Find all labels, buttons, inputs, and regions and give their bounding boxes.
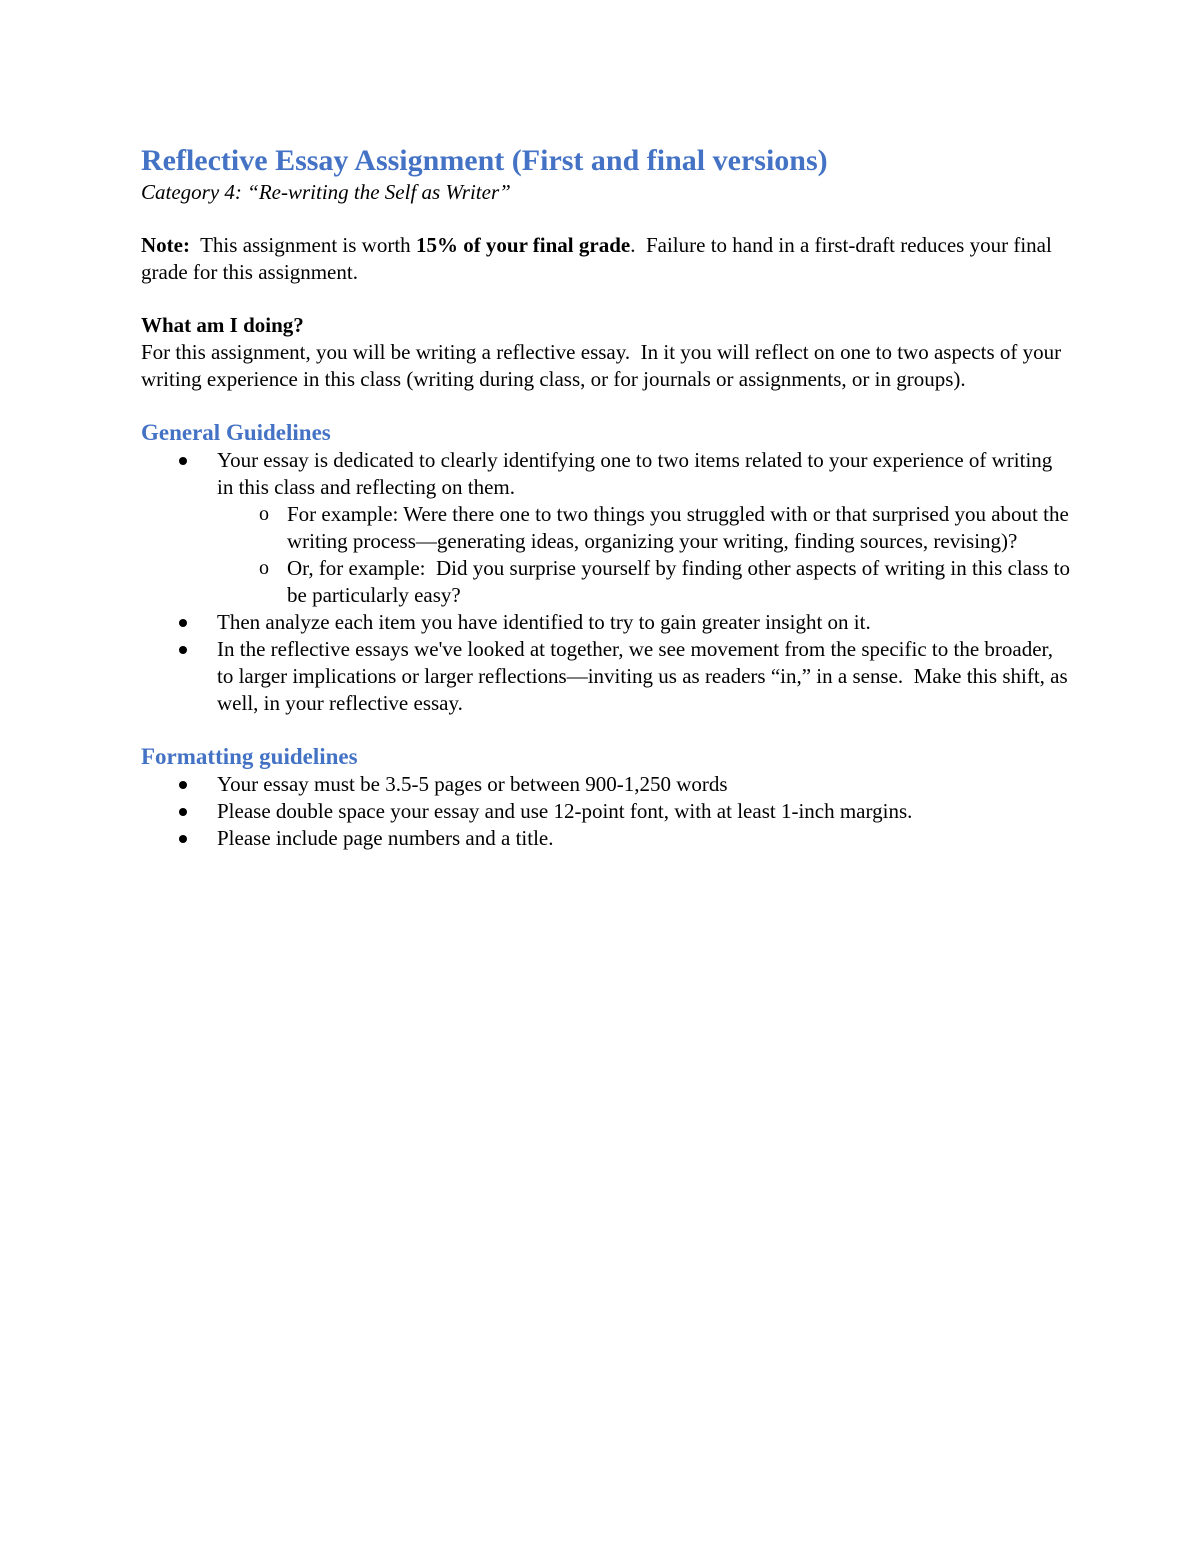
formatting-guidelines-list xyxy=(141,771,1071,852)
list-item xyxy=(141,636,1071,717)
bullet-icon xyxy=(179,619,187,627)
list-item xyxy=(141,771,1071,798)
bullet-icon xyxy=(179,781,187,789)
list-item-text: In the reflective essays we've looked at together, we see movement from the specific to the broader, to larger implications or larger reflections—inviting us as readers “in,” in a sense. Make this shift, as well, in your reflective essay. xyxy=(217,637,1073,715)
subtitle: Category 4: “Re-writing the Self as Writer” xyxy=(141,180,511,204)
note-text-before: This assignment is worth xyxy=(189,233,416,257)
page-title: Reflective Essay Assignment (First and final versions) xyxy=(141,144,828,177)
sub-list xyxy=(217,501,1076,609)
list-item-text: Then analyze each item you have identified to try to gain greater insight on it. xyxy=(217,610,871,634)
what-body: For this assignment, you will be writing a reflective essay. In it you will reflect on one to two aspects of your writing experience in this class (writing during class, or for journals or assignments, or in groups). xyxy=(141,340,1067,391)
note-bold-text: 15% of your final grade xyxy=(415,233,631,257)
formatting-guidelines-heading: Formatting guidelines xyxy=(141,744,358,769)
general-guidelines-list xyxy=(141,447,1076,717)
bullet-icon xyxy=(179,808,187,816)
list-item xyxy=(141,609,1071,636)
bullet-icon xyxy=(179,457,187,465)
sub-list-item xyxy=(217,555,1076,609)
bullet-icon xyxy=(179,835,187,843)
list-item-text: Your essay is dedicated to clearly identifying one to two items related to your experience of writing in this class and reflecting on them. xyxy=(217,448,1053,499)
sub-list-item xyxy=(217,501,1071,555)
list-item-text: Please double space your essay and use 12-point font, with at least 1-inch margins. xyxy=(217,799,913,823)
circle-bullet-icon: o xyxy=(259,503,269,525)
list-item xyxy=(141,798,1071,825)
document-page xyxy=(141,143,1076,852)
note-label: Note: xyxy=(141,233,190,257)
general-guidelines-heading: General Guidelines xyxy=(141,420,331,445)
sub-list-item-text: For example: Were there one to two things you struggled with or that surprised you about the writing process—generating ideas, organizing your writing, finding sources, revising)? xyxy=(287,502,1069,553)
list-item-text: Your essay must be 3.5-5 pages or between 900-1,250 words xyxy=(217,772,728,796)
bullet-icon xyxy=(179,646,187,654)
list-item-text: Please include page numbers and a title. xyxy=(217,826,554,850)
spacer xyxy=(141,717,1071,743)
list-item xyxy=(141,825,1071,852)
note-paragraph xyxy=(141,232,1071,286)
list-item xyxy=(141,447,1076,609)
sub-list-item-text: Or, for example: Did you surprise yourself by finding other aspects of writing in this class to be particularly easy? xyxy=(287,556,1076,607)
circle-bullet-icon: o xyxy=(259,557,269,579)
what-heading: What am I doing? xyxy=(141,313,304,337)
note-text-after: . Failure to hand in a first-draft reduces your final grade for this assignment. xyxy=(141,233,1058,284)
